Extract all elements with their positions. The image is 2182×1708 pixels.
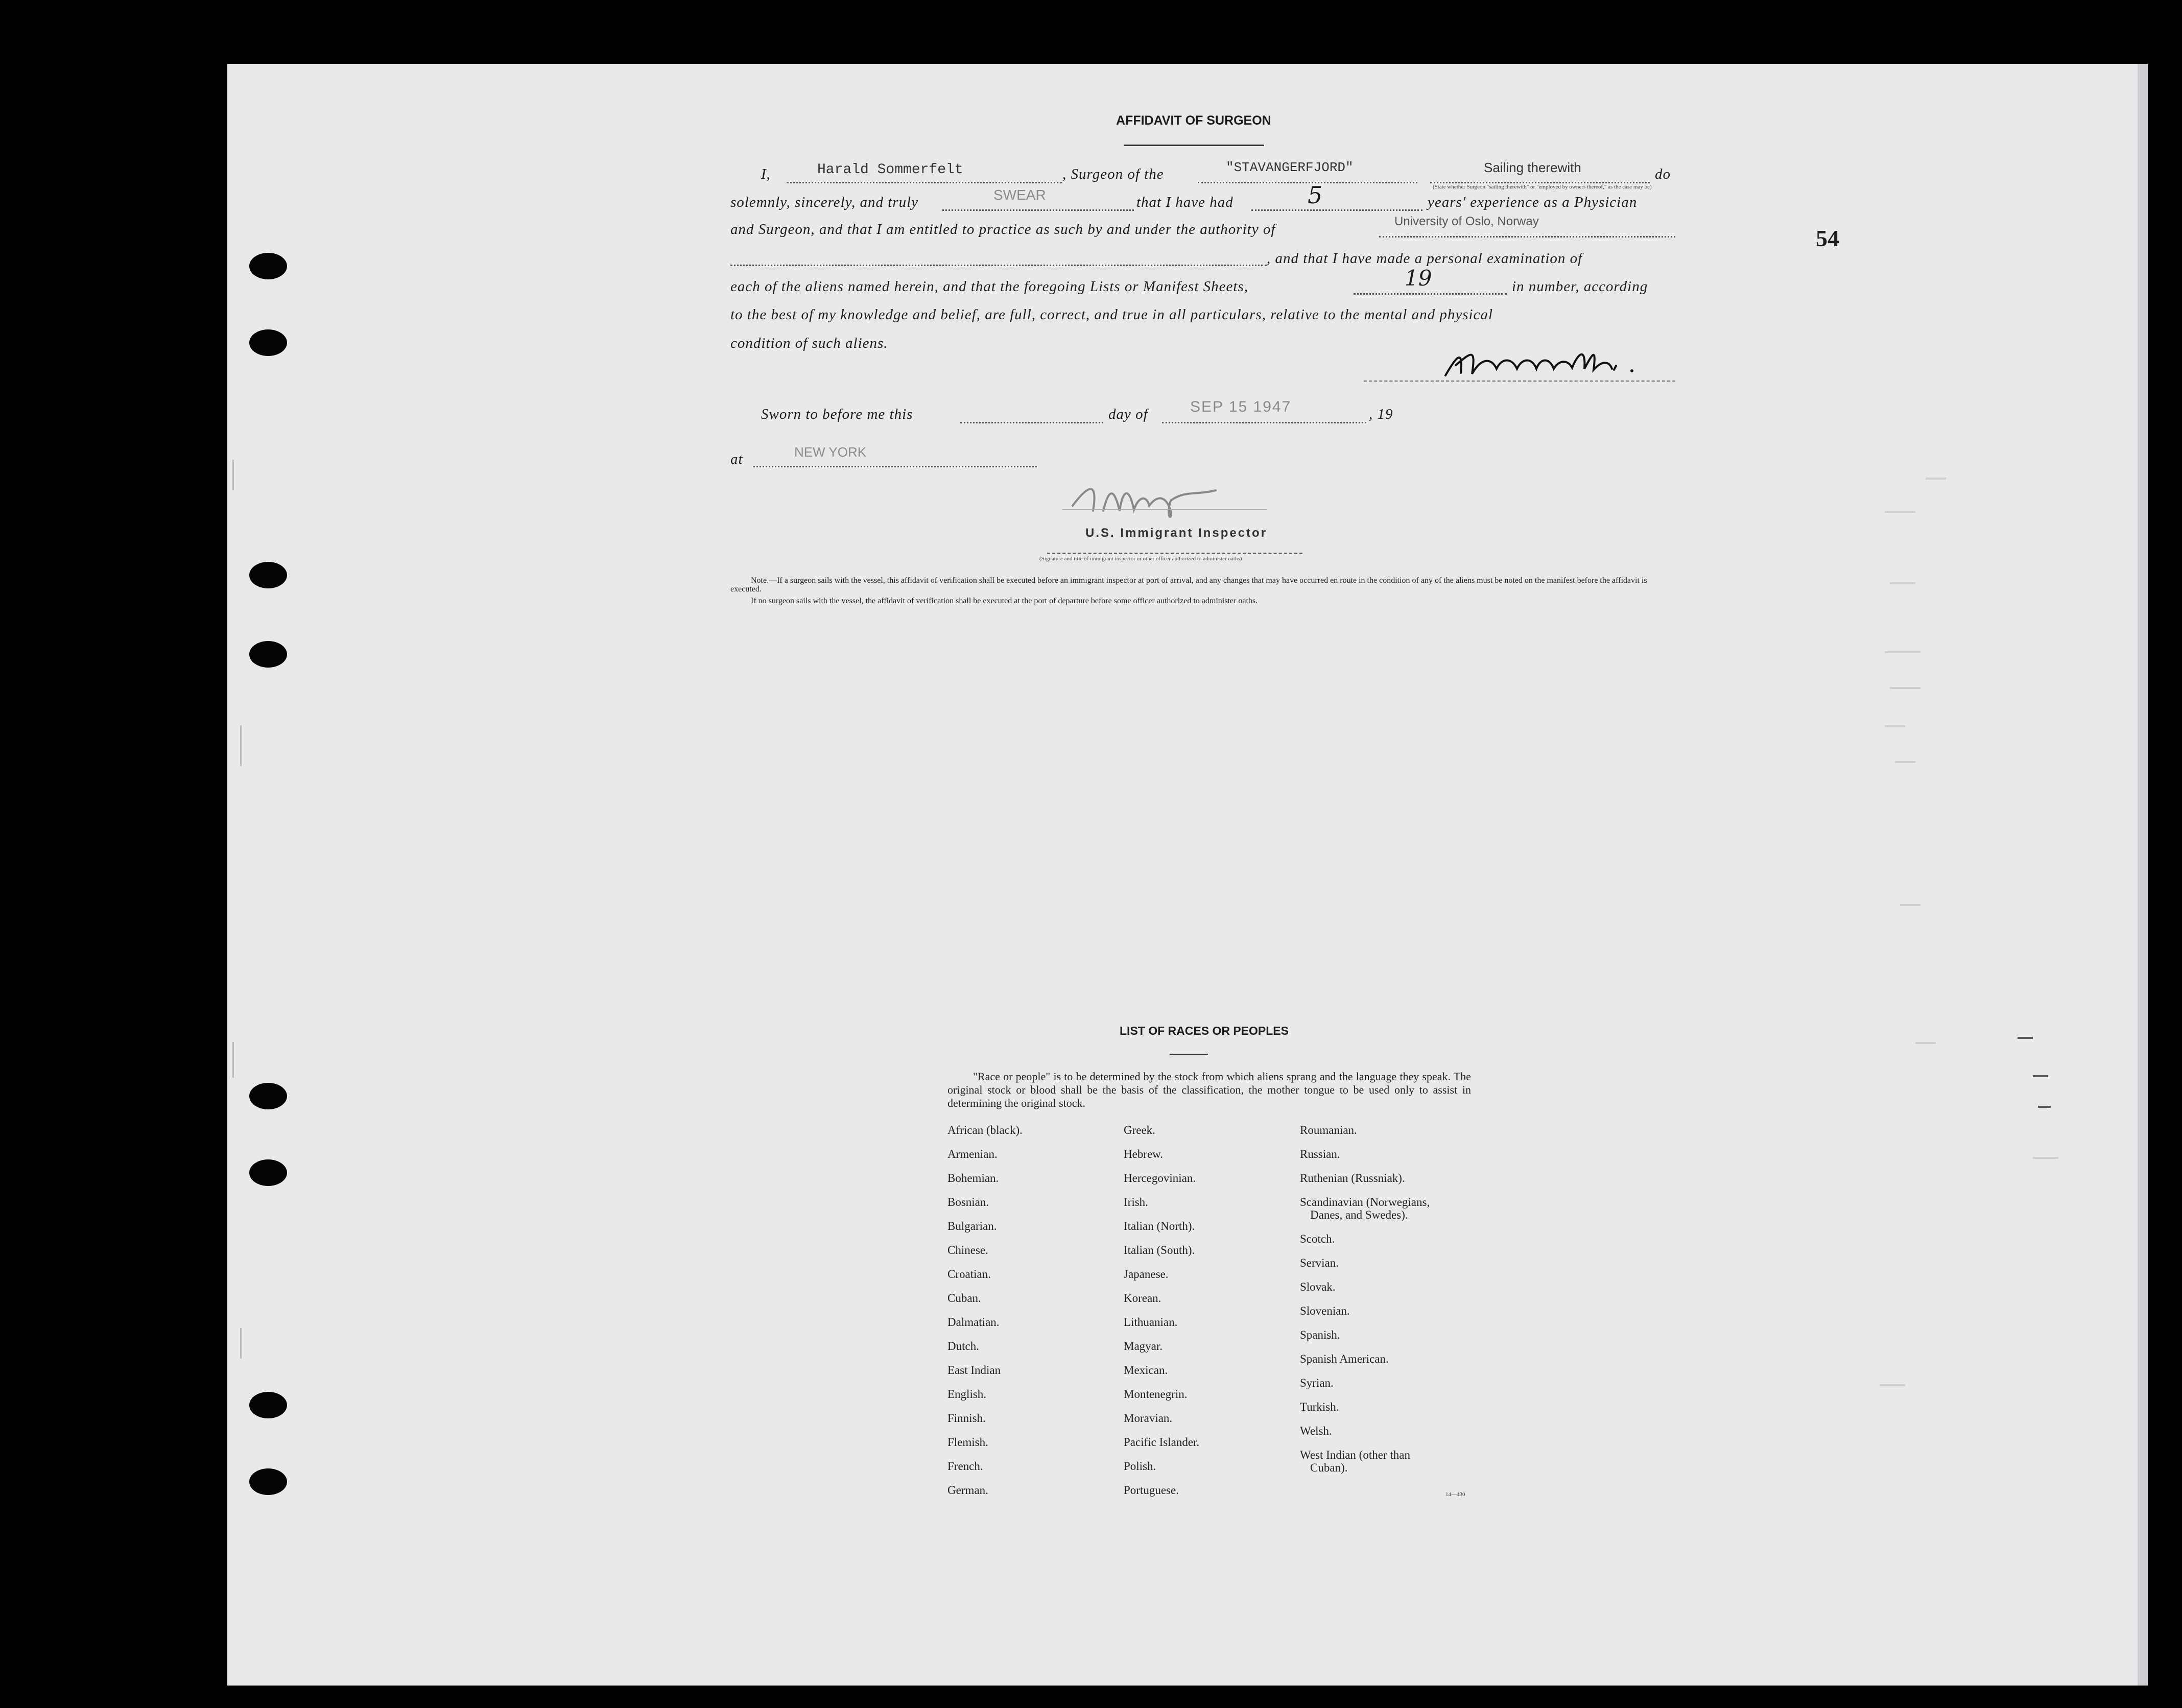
do-label: do (1655, 166, 1671, 182)
date-stamp: SEP 15 1947 (1190, 398, 1292, 415)
oath-line (942, 209, 1134, 211)
punch-hole (249, 641, 287, 668)
race-item: Bulgarian. (947, 1220, 997, 1232)
bleed-through-mark (2033, 1075, 2048, 1077)
race-item: Scotch. (1300, 1232, 1335, 1245)
race-item: Italian (South). (1124, 1244, 1195, 1256)
race-item: Cuban). (1310, 1461, 1348, 1474)
race-item: Spanish. (1300, 1329, 1340, 1341)
bleed-through-mark (1885, 511, 1915, 513)
margin-mark (240, 725, 242, 766)
race-item: Italian (North). (1124, 1220, 1195, 1232)
race-item: Servian. (1300, 1256, 1339, 1269)
oath-word: SWEAR (993, 187, 1046, 203)
race-item: Magyar. (1124, 1340, 1163, 1353)
sheets-line (1354, 293, 1507, 295)
sailing-status: Sailing therewith (1484, 160, 1581, 175)
race-item: West Indian (other than (1300, 1449, 1410, 1461)
ship-name: "STAVANGERFJORD" (1226, 160, 1354, 175)
race-item: Polish. (1124, 1460, 1156, 1473)
race-item: Moravian. (1124, 1412, 1173, 1425)
races-title: LIST OF RACES OR PEOPLES (1120, 1024, 1289, 1037)
punch-hole (249, 1392, 287, 1418)
race-item: Mexican. (1124, 1364, 1168, 1377)
affidavit-title: AFFIDAVIT OF SURGEON (1116, 113, 1271, 128)
month-line (1162, 422, 1366, 423)
manifest-text: each of the aliens named herein, and that the foregoing Lists or Manifest Sheets, (730, 278, 1248, 295)
race-item: Montenegrin. (1124, 1388, 1188, 1401)
race-item: Croatian. (947, 1268, 991, 1280)
race-item: Korean. (1124, 1292, 1161, 1304)
authority-line (1379, 236, 1675, 238)
margin-mark (232, 460, 234, 490)
years-value: 5 (1308, 181, 1323, 209)
authority-value: University of Oslo, Norway (1394, 215, 1539, 228)
surgeon-of-label: , Surgeon of the (1062, 166, 1164, 182)
years-line (1251, 209, 1422, 211)
race-item: Dutch. (947, 1340, 979, 1353)
in-number-label: in number, according (1512, 278, 1648, 295)
bleed-through-mark (1885, 651, 1920, 653)
race-item: Cuban. (947, 1292, 981, 1304)
race-item: Dalmatian. (947, 1316, 1000, 1329)
sailing-line (1430, 182, 1650, 183)
race-item: Slovenian. (1300, 1304, 1350, 1317)
inspector-title: U.S. Immigrant Inspector (1085, 526, 1268, 540)
name-line (787, 182, 1062, 183)
race-item: Spanish American. (1300, 1353, 1389, 1365)
day-line (960, 422, 1103, 423)
race-item: Pacific Islander. (1124, 1436, 1200, 1449)
page-edge (2138, 64, 2148, 1686)
bleed-through-mark (1915, 1042, 1936, 1044)
races-intro: "Race or people" is to be determined by the stock from which aliens sprang and the language they speak. The original stock or blood shall be the basis of the classification, the mother tongue to be used only to assist in determining the original stock. (947, 1070, 1471, 1109)
punch-hole (249, 1083, 287, 1109)
race-item: Chinese. (947, 1244, 988, 1256)
examination-text: , and that I have made a personal examination of (1267, 250, 1583, 267)
authority-text: and Surgeon, and that I am entitled to practice as such by and under the authority of (730, 221, 1276, 238)
bleed-through-mark (2033, 1157, 2058, 1159)
punch-hole (249, 1159, 287, 1186)
bleed-through-mark (2038, 1106, 2051, 1108)
sworn-label: Sworn to before me this (761, 406, 913, 422)
races-title-underline (1170, 1054, 1208, 1055)
sheets-value: 19 (1405, 266, 1432, 291)
race-item: Syrian. (1300, 1377, 1334, 1389)
surgeon-signature (1440, 337, 1655, 383)
bleed-through-mark (1895, 761, 1915, 763)
punch-hole (249, 329, 287, 356)
state-note: (State whether Surgeon "sailing therewith" or "employed by owners thereof," as the case may be) (1433, 184, 1652, 190)
inspector-line (1047, 553, 1302, 554)
punch-hole (249, 253, 287, 279)
place-stamp: NEW YORK (794, 444, 867, 460)
race-item: Bosnian. (947, 1196, 989, 1208)
knowledge-text: to the best of my knowledge and belief, are full, correct, and true in all particulars, relative to the mental and physical (730, 306, 1493, 323)
race-item: Portuguese. (1124, 1484, 1179, 1497)
solemnly-label: solemnly, sincerely, and truly (730, 194, 919, 210)
form-code: 14—430 (1445, 1491, 1465, 1498)
race-item: Bohemian. (947, 1172, 999, 1184)
race-item: Slovak. (1300, 1280, 1336, 1293)
place-line (753, 466, 1037, 467)
race-item: Ruthenian (Russniak). (1300, 1172, 1405, 1184)
race-item: Roumanian. (1300, 1124, 1357, 1136)
condition-text: condition of such aliens. (730, 335, 888, 351)
page-number: 54 (1816, 225, 1839, 251)
title-underline (1124, 145, 1264, 146)
bleed-through-mark (2018, 1037, 2033, 1039)
race-item: Irish. (1124, 1196, 1148, 1208)
signature-caption: (Signature and title of immigrant inspector or other officer authorized to administer oaths) (1039, 556, 1242, 562)
margin-mark (240, 1328, 242, 1359)
race-item: Hebrew. (1124, 1148, 1164, 1160)
race-item: Japanese. (1124, 1268, 1169, 1280)
note-no-surgeon: If no surgeon sails with the vessel, the affidavit of verification shall be executed at the port of departure before some officer authorized to administer oaths. (751, 597, 1258, 605)
i-label: I, (761, 166, 771, 182)
race-item: English. (947, 1388, 987, 1401)
race-item: Finnish. (947, 1412, 986, 1425)
bleed-through-mark (1900, 904, 1920, 906)
race-item: Scandinavian (Norwegians, (1300, 1196, 1430, 1208)
race-item: French. (947, 1460, 983, 1473)
race-item: Hercegovinian. (1124, 1172, 1196, 1184)
bleed-through-mark (1890, 687, 1920, 689)
signature-line (1364, 381, 1675, 382)
bleed-through-mark (1926, 478, 1946, 480)
race-item: Armenian. (947, 1148, 998, 1160)
surgeon-name: Harald Sommerfelt (817, 162, 963, 178)
punch-hole (249, 562, 287, 588)
race-item: East Indian (947, 1364, 1001, 1377)
margin-mark (232, 1042, 234, 1078)
race-item: Danes, and Swedes). (1310, 1208, 1408, 1221)
day-of-label: day of (1108, 406, 1148, 422)
race-item: Lithuanian. (1124, 1316, 1178, 1329)
bleed-through-mark (1885, 725, 1905, 727)
year-prefix: , 19 (1369, 406, 1393, 422)
authority-line-2 (730, 265, 1267, 266)
years-exp-label: years' experience as a Physician (1428, 194, 1638, 210)
race-item: Greek. (1124, 1124, 1155, 1136)
race-item: Turkish. (1300, 1401, 1339, 1413)
bleed-through-mark (1890, 582, 1915, 584)
race-item: German. (947, 1484, 988, 1497)
punch-hole (249, 1468, 287, 1495)
race-item: Russian. (1300, 1148, 1340, 1160)
bleed-through-mark (1880, 1384, 1905, 1386)
inspector-signature (1062, 470, 1297, 526)
race-item: African (black). (947, 1124, 1023, 1136)
race-item: Flemish. (947, 1436, 988, 1449)
race-item: Welsh. (1300, 1425, 1332, 1437)
at-label: at (730, 451, 743, 467)
note-surgeon-sails: Note.—If a surgeon sails with the vessel, this affidavit of verification shall be executed before an immigrant inspector at port of arrival, and any changes that may have occurred en route in the condition of any of the aliens must be noted on the manifest before the affidavit is executed. (730, 576, 1647, 594)
have-had-label: that I have had (1136, 194, 1234, 210)
